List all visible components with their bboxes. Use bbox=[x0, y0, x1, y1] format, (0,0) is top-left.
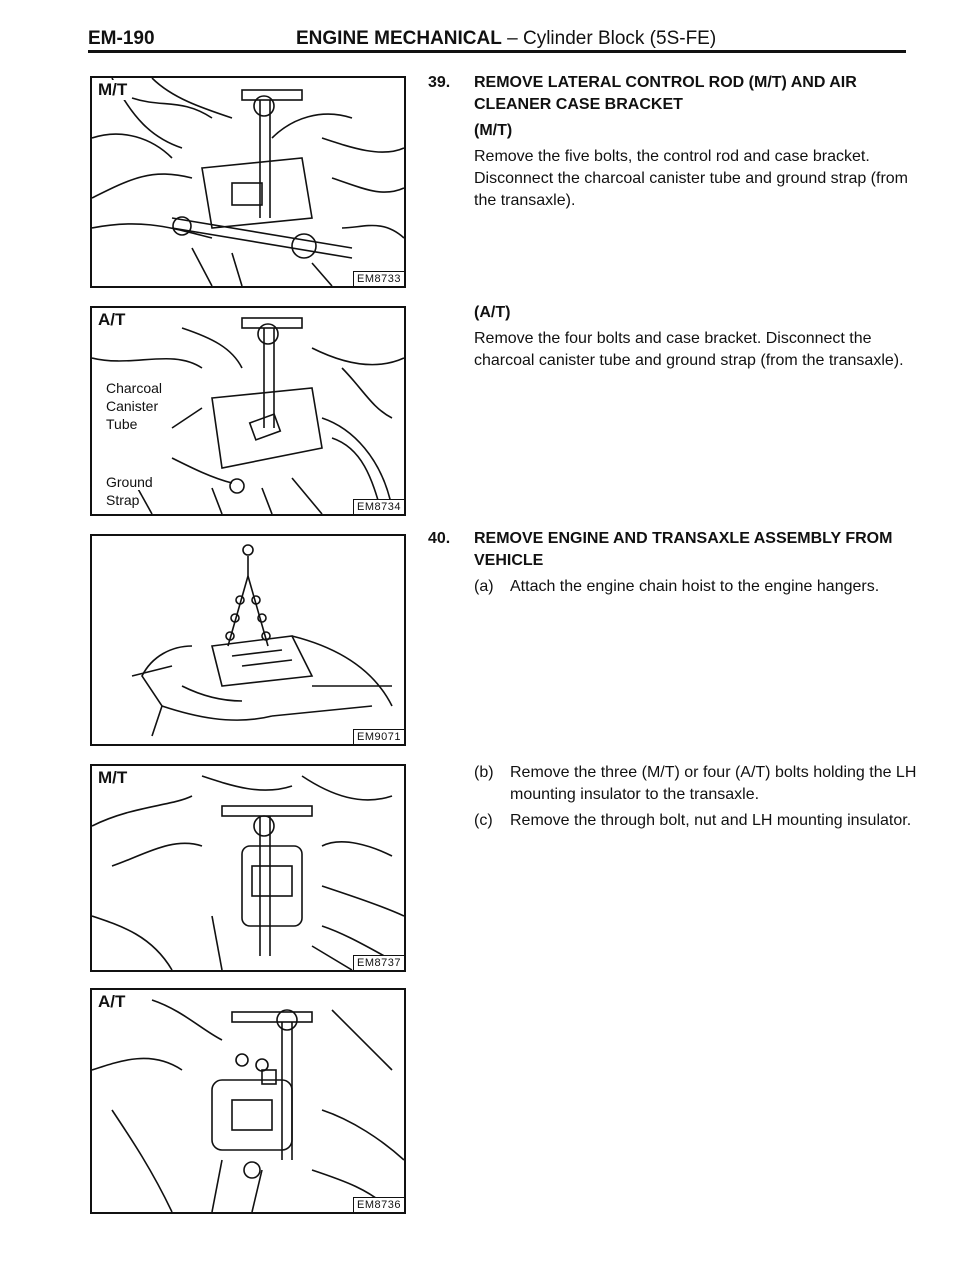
step-title: REMOVE LATERAL CONTROL ROD (M/T) AND AIR CLEANER CASE BRACKET bbox=[474, 74, 857, 113]
step-40-a bbox=[474, 576, 918, 598]
step-40 bbox=[428, 528, 918, 598]
figure-code: EM9071 bbox=[353, 729, 404, 744]
step-40-heading bbox=[428, 528, 918, 572]
step-number: 40. bbox=[428, 530, 451, 547]
figure-tag: M/T bbox=[98, 80, 128, 99]
section-title-rest: Cylinder Block (5S-FE) bbox=[522, 28, 717, 49]
figure-at-lh-mounting bbox=[90, 988, 406, 1214]
step-40-c bbox=[474, 810, 918, 832]
section-title bbox=[296, 28, 716, 50]
label-strap: Strap bbox=[106, 492, 140, 508]
mt-control-rod-illustration bbox=[92, 78, 404, 286]
label-charcoal: Charcoal bbox=[106, 380, 163, 396]
step-text: Remove the three (M/T) or four (A/T) bolts holding the LH mounting insulator to the transaxle. bbox=[510, 764, 917, 803]
step-text: Attach the engine chain hoist to the engine hangers. bbox=[510, 578, 880, 595]
section-title-dash: – bbox=[501, 28, 523, 49]
figure-chain-hoist bbox=[90, 534, 406, 746]
step-letter: (a) bbox=[474, 578, 494, 595]
mt-instructions: Remove the five bolts, the control rod and case bracket. Disconnect the charcoal canister tube and ground strap (from the transaxle). bbox=[474, 148, 909, 209]
step-number: 39. bbox=[428, 74, 451, 91]
step-39-heading bbox=[428, 72, 918, 116]
step-letter: (c) bbox=[474, 812, 493, 829]
section-title-bold: ENGINE MECHANICAL bbox=[296, 28, 502, 49]
mt-subheading: (M/T) bbox=[474, 122, 513, 139]
figure-tag: A/T bbox=[98, 992, 126, 1011]
figure-mt-lh-mounting bbox=[90, 764, 406, 972]
at-subheading: (A/T) bbox=[474, 304, 511, 321]
step-40-bc bbox=[428, 758, 918, 832]
at-lh-mounting-illustration bbox=[92, 990, 404, 1212]
figure-code: EM8737 bbox=[353, 955, 404, 970]
step-39 bbox=[428, 72, 918, 212]
step-40-b bbox=[474, 762, 918, 806]
figure-mt-control-rod bbox=[90, 76, 406, 288]
figure-tag: M/T bbox=[98, 768, 128, 787]
label-canister: Canister bbox=[106, 398, 159, 414]
step-39-at bbox=[428, 298, 918, 372]
page-header bbox=[88, 22, 908, 52]
at-instructions: Remove the four bolts and case bracket. Disconnect the charcoal canister tube and ground strap (from the transaxle). bbox=[474, 330, 904, 369]
page-number: EM-190 bbox=[88, 28, 155, 49]
step-title: REMOVE ENGINE AND TRANSAXLE ASSEMBLY FROM VEHICLE bbox=[474, 530, 893, 569]
figure-at-case-bracket bbox=[90, 306, 406, 516]
figure-code: EM8734 bbox=[353, 499, 404, 514]
mt-lh-mounting-illustration bbox=[92, 766, 404, 970]
step-letter: (b) bbox=[474, 764, 494, 781]
step-text: Remove the through bolt, nut and LH mounting insulator. bbox=[510, 812, 912, 829]
figure-code: EM8733 bbox=[353, 271, 404, 286]
header-rule bbox=[88, 50, 906, 53]
label-ground: Ground bbox=[106, 474, 153, 490]
label-tube: Tube bbox=[106, 416, 138, 432]
figure-tag: A/T bbox=[98, 310, 126, 329]
figure-code: EM8736 bbox=[353, 1197, 404, 1212]
chain-hoist-illustration bbox=[92, 536, 404, 744]
